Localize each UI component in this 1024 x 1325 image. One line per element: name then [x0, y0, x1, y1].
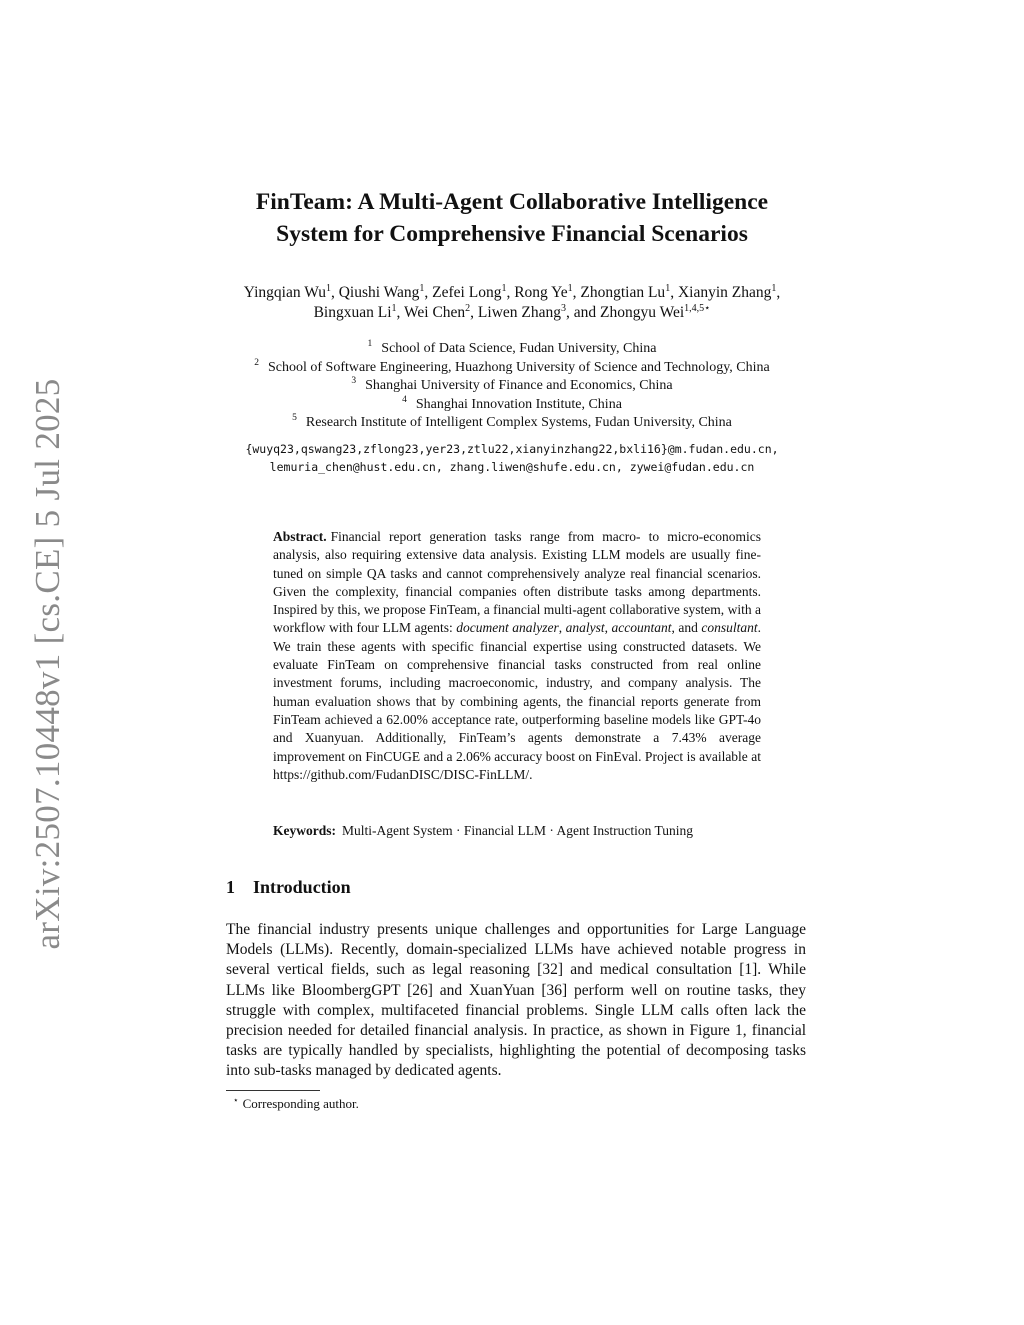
title-line-2: System for Comprehensive Financial Scenarios: [276, 221, 748, 247]
email-line-2: lemuria_chen@hust.edu.cn, zhang.liwen@shufe.edu.cn, zywei@fudan.edu.cn: [269, 460, 755, 474]
author-separator: ,: [506, 284, 515, 301]
section-number: 1: [226, 877, 235, 897]
affiliation-item: [0, 414, 1024, 433]
affiliation-number: 4: [402, 394, 407, 405]
author-separator: ,: [424, 284, 433, 301]
section-title: Introduction: [253, 877, 351, 897]
keywords-label: Keywords:: [273, 823, 336, 838]
affiliation-text: School of Data Science, Fudan University, China: [381, 341, 657, 356]
affiliation-number: 3: [351, 376, 357, 387]
affiliation-text: School of Software Engineering, Huazhong University of Science and Technology, China: [268, 359, 770, 375]
author-affiliation-mark: 3: [561, 302, 566, 314]
author-name: Qiushi Wang: [338, 284, 420, 301]
author-affiliation-mark: 1: [325, 282, 331, 294]
abstract-separator: , and: [671, 620, 702, 636]
author-name: Zhongyu Wei: [600, 304, 685, 321]
author-name: Bingxuan Li: [313, 304, 392, 321]
author-name: Yingqian Wu: [243, 284, 326, 301]
section-heading: [226, 876, 351, 898]
keywords: [273, 822, 773, 840]
author-line-1: [0, 283, 1024, 303]
affiliation-text: Research Institute of Intelligent Complex Systems, Fudan University, China: [305, 415, 732, 430]
author-affiliation-mark: 1: [501, 282, 507, 294]
author-separator: ,: [670, 284, 678, 301]
abstract: [273, 528, 761, 784]
email-line-1: {wuyq23,qswang23,zflong23,yer23,ztlu22,xianyinzhang22,bxli16}@m.fudan.edu.cn,: [245, 442, 779, 456]
author-affiliation-mark: 1: [391, 302, 397, 314]
abstract-separator: ,: [558, 620, 566, 636]
abstract-label: Abstract.: [273, 529, 327, 544]
agent-name: document analyzer: [456, 620, 559, 636]
author-emails: [0, 440, 1024, 476]
abstract-text-part-1: Financial report generation tasks range from macro- to micro-economics analysis, also requiring extensive data analysis. Existing LLM models are usually fine-tuned on simple QA tasks and cannot comprehensively analyze real financial scenarios. Given the complexity, financial companies often distribute tasks among departments. Inspired by this, we propose FinTeam, a financial multi-agent collaborative system, with a workflow with four LLM agents:: [273, 529, 761, 636]
author-affiliation-mark: 1: [665, 282, 671, 294]
author-separator: ,: [470, 304, 478, 321]
agent-name: accountant: [611, 620, 672, 636]
author-name: Zhongtian Lu: [580, 284, 666, 301]
affiliation-text: Shanghai University of Finance and Economics, China: [365, 378, 673, 393]
affiliation-number: 2: [254, 357, 259, 368]
author-affiliation-mark: 1: [419, 282, 425, 294]
affiliation-text: Shanghai Innovation Institute, China: [415, 396, 622, 412]
author-separator: ,: [776, 284, 781, 301]
author-name: Zefei Long: [432, 284, 502, 301]
author-name: Xianyin Zhang: [677, 284, 772, 301]
author-name: Rong Ye: [514, 284, 568, 301]
agent-name: analyst: [565, 620, 605, 636]
author-list: [0, 283, 1024, 323]
affiliation-item: [0, 377, 1024, 396]
author-affiliation-mark: 1: [567, 282, 573, 294]
keywords-text: Multi-Agent System · Financial LLM · Agent Instruction Tuning: [342, 823, 693, 838]
author-separator: ,: [330, 284, 339, 301]
affiliation-item: [0, 396, 1024, 415]
author-affiliation-mark: 1: [771, 282, 777, 294]
author-separator: , and: [566, 304, 601, 321]
abstract-separator: ,: [604, 620, 612, 636]
author-name: Wei Chen: [404, 304, 466, 321]
author-affiliation-mark: 2: [465, 302, 471, 314]
affiliation-number: 5: [292, 413, 297, 424]
introduction-paragraph: The financial industry presents unique challenges and opportunities for Large Language Models (LLMs). Recently, domain-specialized LLMs have achieved notable progress in several vertical fields, such as legal reasoning [32] and medical consultation [1]. While LLMs like BloombergGPT [26] and XuanYuan [36] perform well on routine tasks, they struggle with complex, multifaceted financial problems. Single LLM calls often lack the precision needed for detailed financial analysis. In practice, as shown in Figure 1, financial tasks are typically handled by specialists, highlighting the potential of decomposing tasks into sub-tasks managed by dedicated agents.: [226, 921, 806, 1080]
title-line-1: FinTeam: A Multi-Agent Collaborative Intelligence: [255, 189, 769, 215]
affiliation-item: [0, 359, 1024, 378]
agent-name: consultant: [701, 620, 758, 636]
author-separator: ,: [396, 304, 404, 321]
author-line-2: [0, 303, 1024, 323]
affiliation-item: [0, 340, 1024, 359]
paper-title: [0, 186, 1024, 250]
author-separator: ,: [572, 284, 581, 301]
abstract-text-part-2: . We train these agents with specific financial expertise using constructed datasets. We evaluate FinTeam on comprehensive financial tasks constructed from real online investment forums, including macroeconomic, industry, and company analysis. The human evaluation shows that by combining agents, the financial reports generate from FinTeam achieved a 62.00% acceptance rate, outperforming baseline models like GPT-4o and Xuanyuan. Additionally, FinTeam’s agents demonstrate a 7.43% average improvement on FinCUGE and a 2.06% accuracy boost on FinEval. Project is available at https://github.com/FudanDISC/DISC-FinLLM/.: [273, 620, 762, 782]
footnote-divider: [226, 1090, 320, 1091]
footnote-text: Corresponding author.: [242, 1096, 359, 1111]
affiliation-number: 1: [367, 339, 373, 350]
arxiv-identifier-stamp: arXiv:2507.10448v1 [cs.CE] 5 Jul 2025: [28, 378, 67, 950]
footnote: [233, 1096, 359, 1112]
author-affiliation-mark: 1,4,5⋆: [684, 302, 711, 314]
author-name: Liwen Zhang: [477, 304, 561, 321]
affiliation-list: [0, 340, 1024, 433]
footnote-mark: ⋆: [233, 1094, 239, 1105]
